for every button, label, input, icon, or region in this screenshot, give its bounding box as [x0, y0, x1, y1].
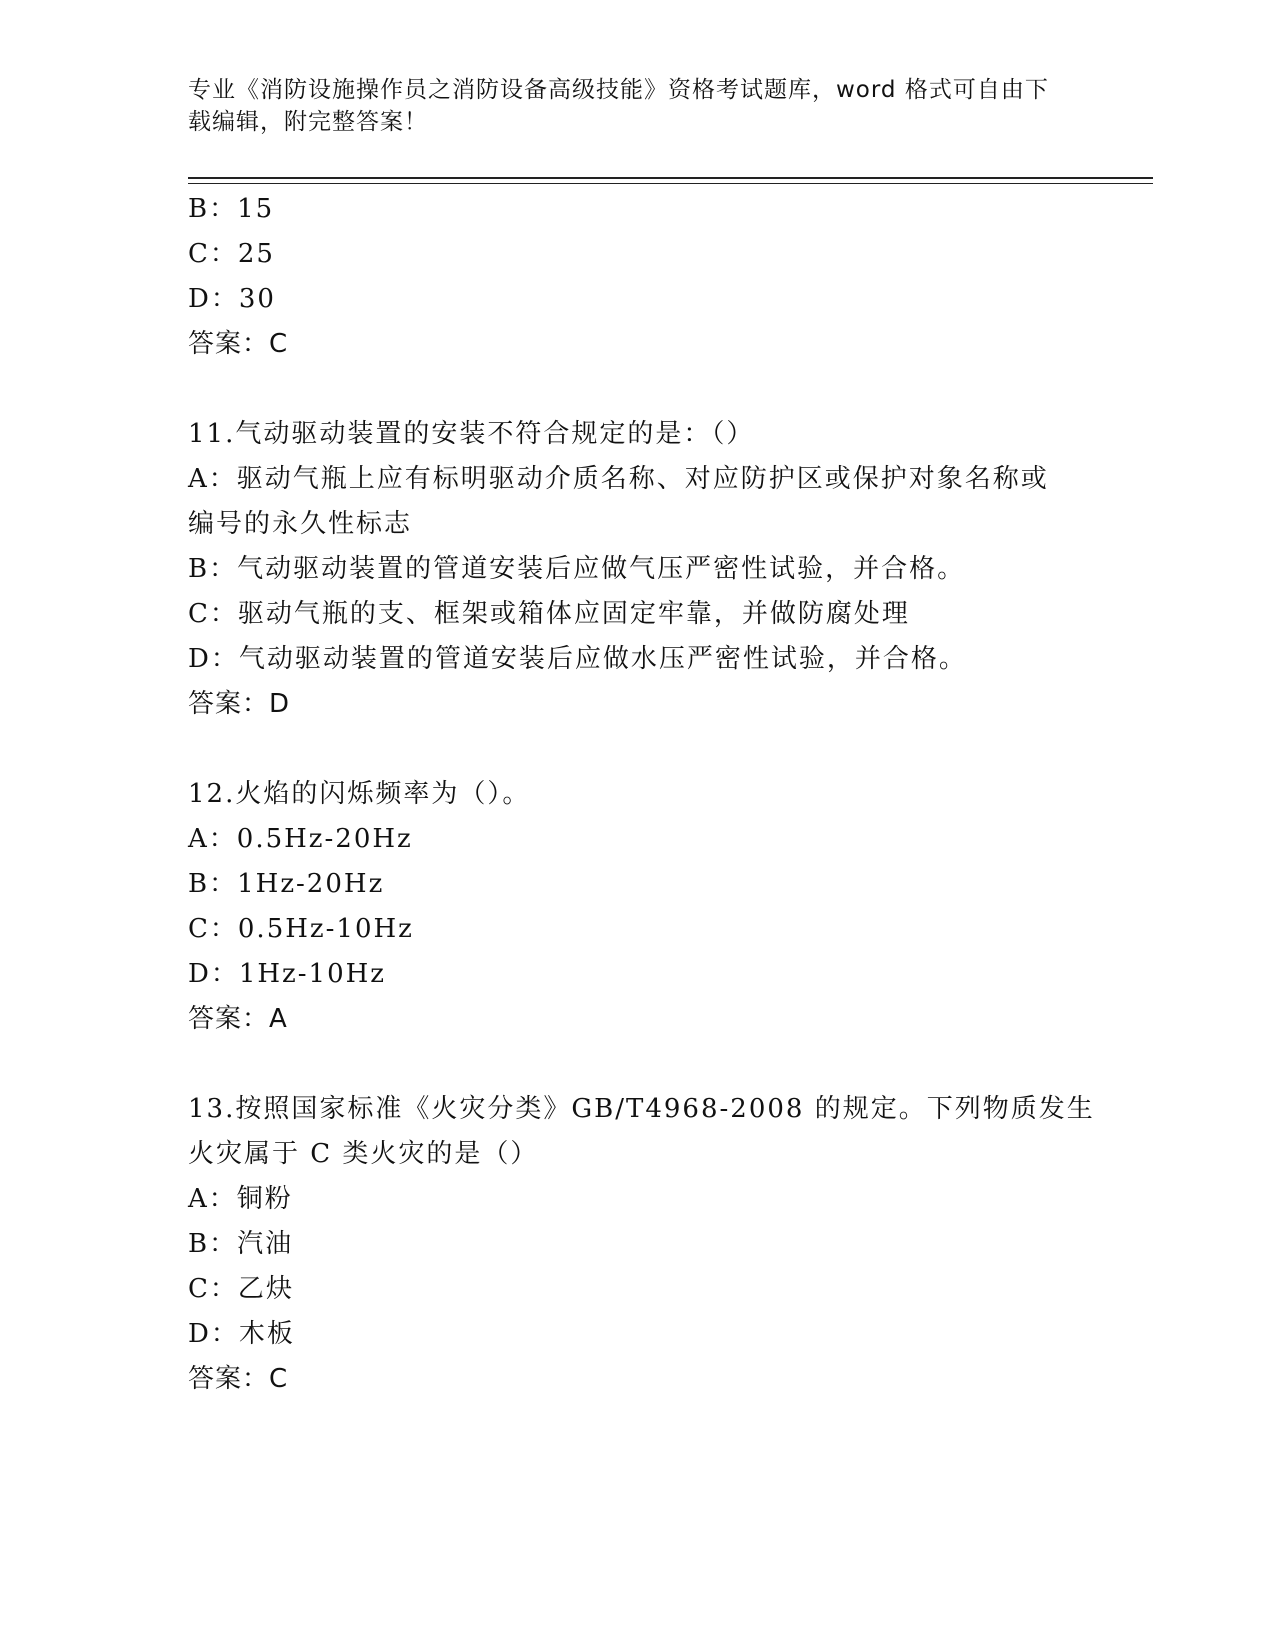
q12-option-c: C：0.5Hz-10Hz	[188, 914, 414, 944]
q12-option-d: D：1Hz-10Hz	[188, 959, 387, 989]
q11-stem: 11.气动驱动装置的安装不符合规定的是：（）	[188, 419, 755, 449]
q11-option-d: D：气动驱动装置的管道安装后应做水压严密性试验，并合格。	[188, 644, 967, 674]
document-header	[188, 74, 1068, 138]
q13-stem-line-2: 火灾属于 C 类火灾的是（）	[188, 1139, 539, 1169]
q12-stem: 12.火焰的闪烁频率为（）。	[188, 779, 531, 809]
q12-option-b: B：1Hz-20Hz	[188, 869, 385, 899]
q13-stem-line-1: 13.按照国家标准《火灾分类》GB/T4968-2008 的规定。下列物质发生	[188, 1094, 1095, 1124]
q13-answer: 答案：C	[188, 1364, 289, 1394]
header-line-2: 载编辑，附完整答案！	[188, 109, 428, 135]
header-divider-thick	[188, 177, 1153, 179]
q11-option-c: C：驱动气瓶的支、框架或箱体应固定牢靠，并做防腐处理	[188, 599, 910, 629]
q13-option-a: A：铜粉	[188, 1184, 293, 1214]
q10-option-c: C：25	[188, 239, 275, 269]
q12-answer: 答案：A	[188, 1004, 288, 1034]
q11-option-a-line-2: 编号的永久性标志	[188, 509, 413, 539]
q10-option-b: B：15	[188, 194, 275, 224]
q11-option-a-line-1: A：驱动气瓶上应有标明驱动介质名称、对应防护区或保护对象名称或	[188, 464, 1049, 494]
q12-option-a: A：0.5Hz-20Hz	[188, 824, 413, 854]
q10-option-d: D：30	[188, 284, 276, 314]
q13-option-b: B：汽油	[188, 1229, 294, 1259]
header-line-1: 专业《消防设施操作员之消防设备高级技能》资格考试题库，word 格式可自由下	[188, 77, 1049, 103]
q13-option-c: C：乙炔	[188, 1274, 294, 1304]
q11-option-b: B：气动驱动装置的管道安装后应做气压严密性试验，并合格。	[188, 554, 966, 584]
q10-answer: 答案：C	[188, 329, 289, 359]
q13-option-d: D：木板	[188, 1319, 295, 1349]
q11-answer: 答案：D	[188, 689, 291, 719]
header-divider-thin	[188, 183, 1153, 184]
